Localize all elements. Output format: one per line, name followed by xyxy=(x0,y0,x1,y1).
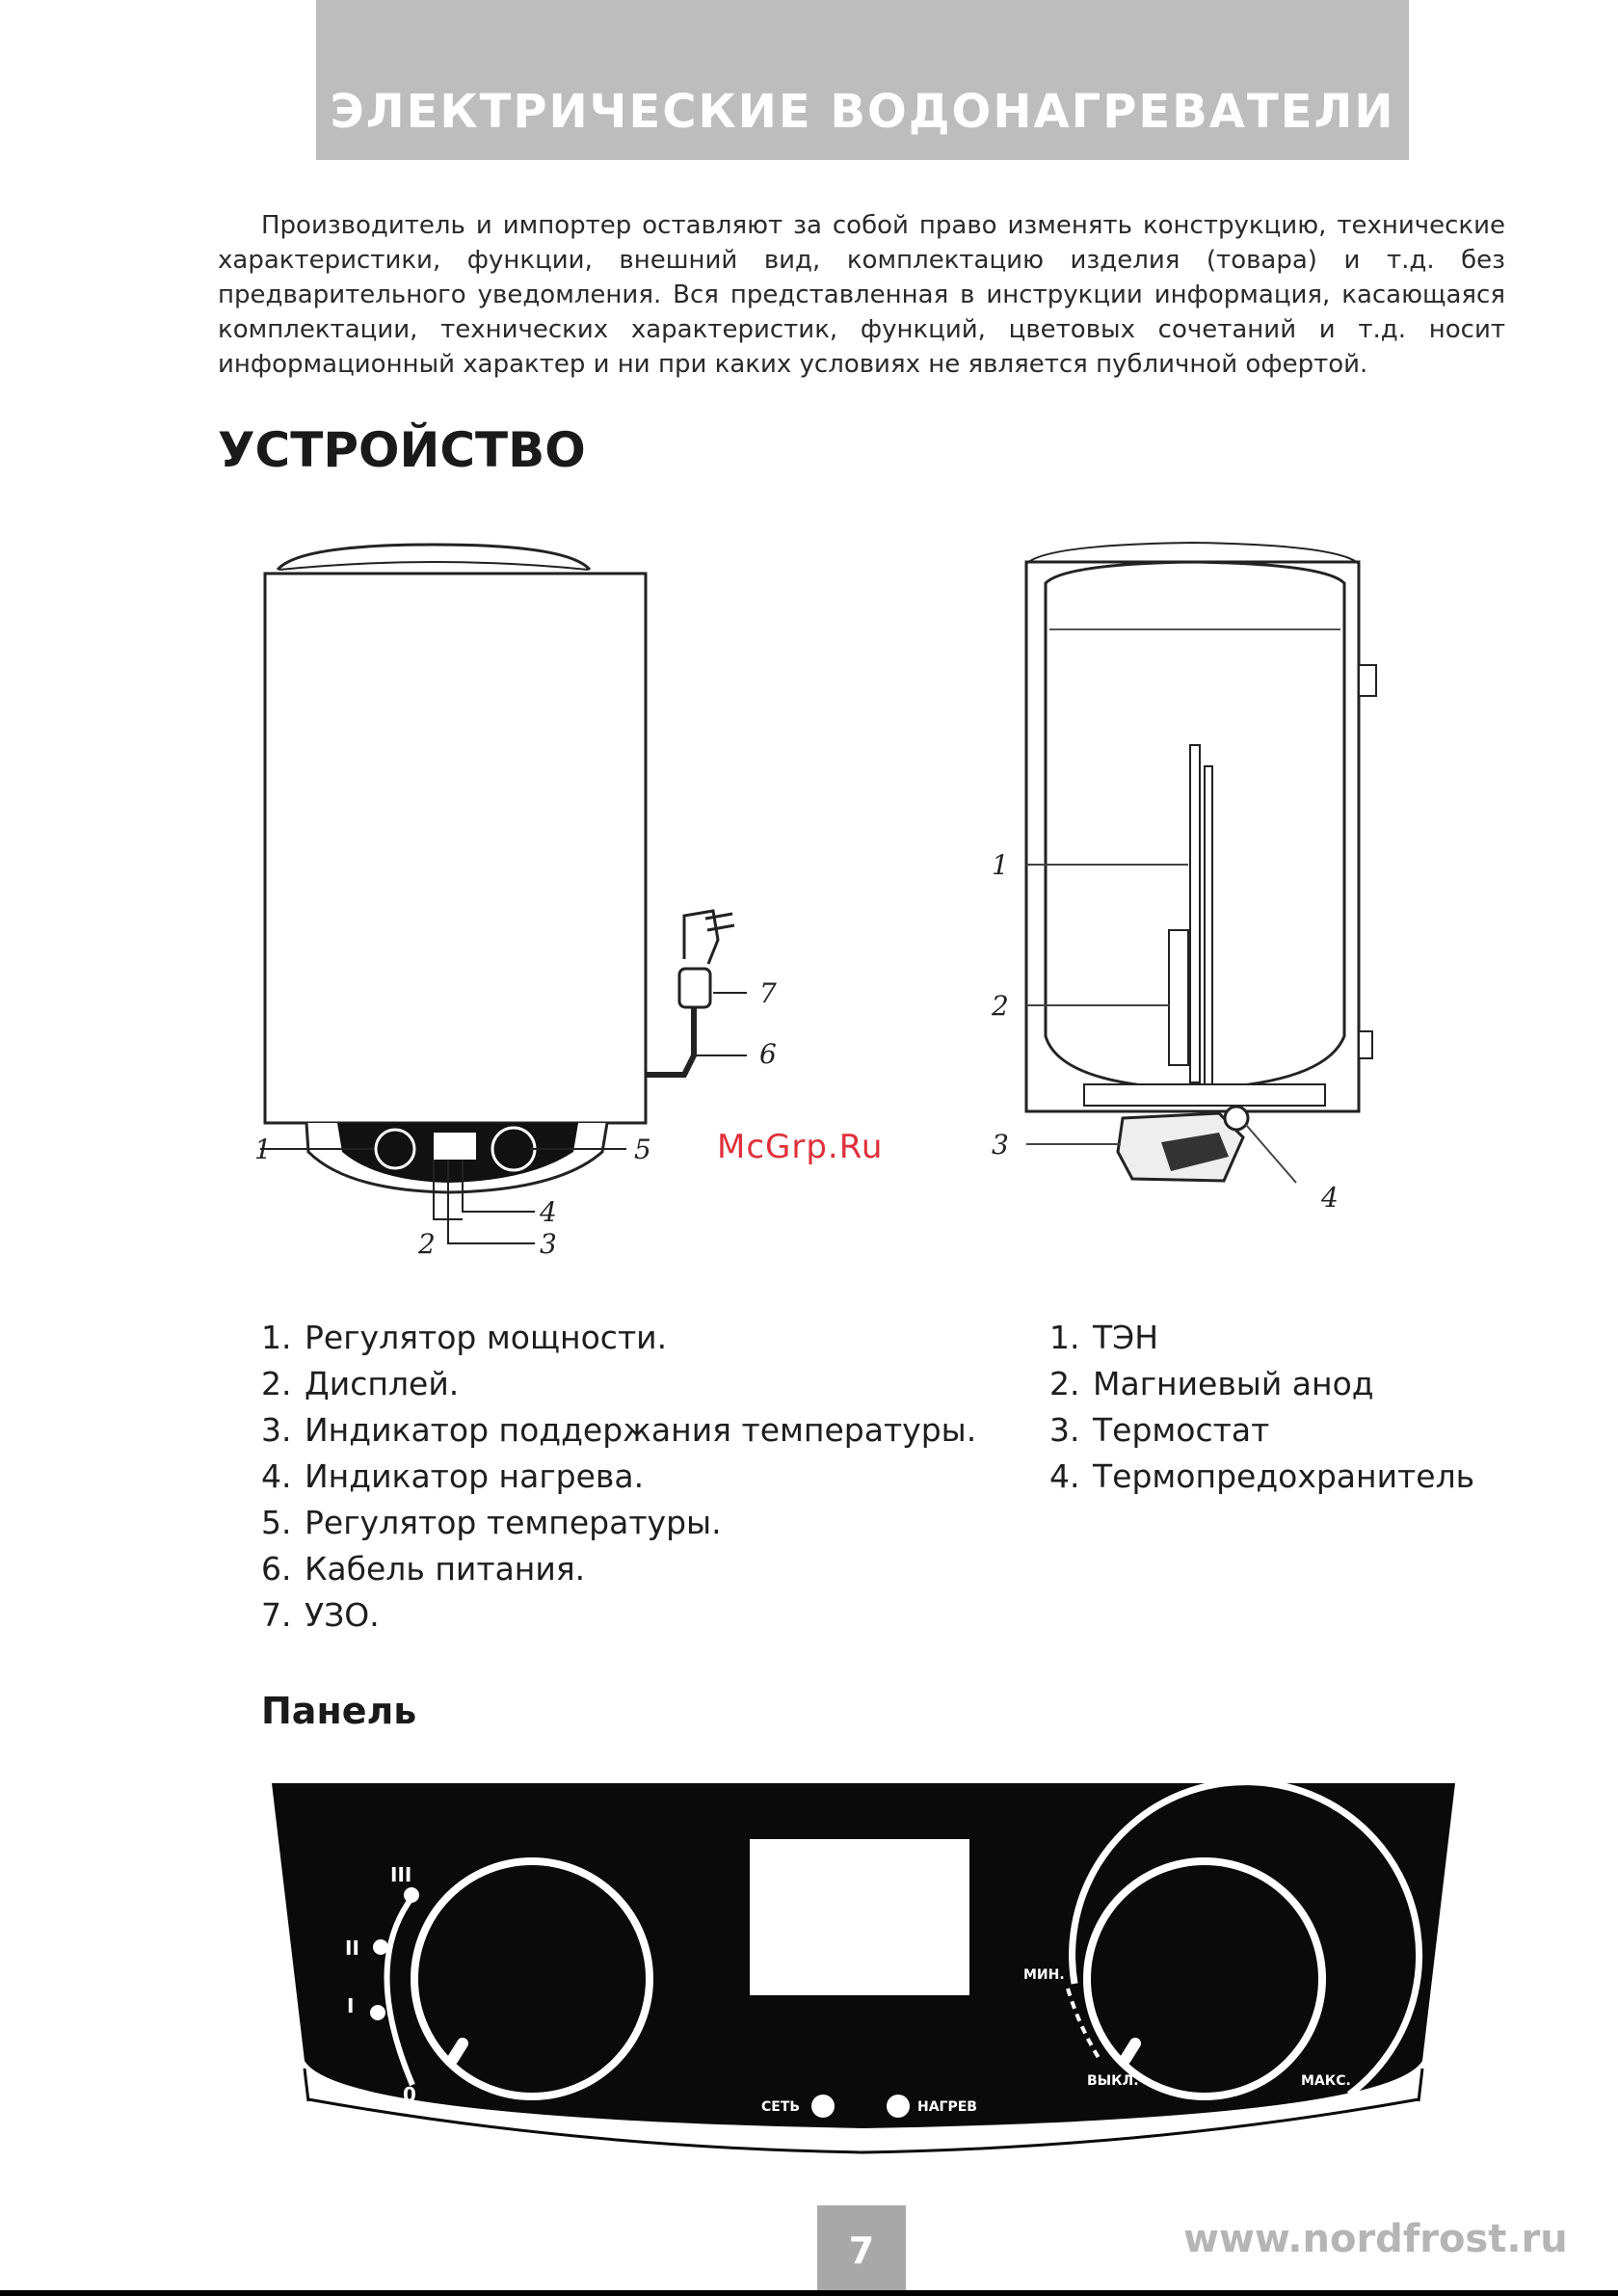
power-mark-0: 0 xyxy=(403,2083,416,2106)
bottom-rule xyxy=(0,2290,1618,2296)
callout-right-2: 2 xyxy=(992,990,1009,1022)
control-panel-figure xyxy=(270,1781,1457,2186)
power-mark-III-dot xyxy=(404,1887,419,1903)
section-title: УСТРОЙСТВО xyxy=(218,422,586,478)
list-item: 4. Термопредохранитель xyxy=(1049,1457,1475,1495)
power-mark-II-dot xyxy=(373,1939,388,1955)
site-url: www.nordfrost.ru xyxy=(1183,2217,1568,2261)
callout-left-1: 1 xyxy=(254,1134,272,1165)
power-mark-I-dot xyxy=(370,2005,385,2020)
list-item: 1. Регулятор мощности. xyxy=(261,1319,668,1356)
list-item: 2. Дисплей. xyxy=(261,1365,460,1402)
list-item: 3. Термостат xyxy=(1049,1411,1270,1449)
legend-left xyxy=(261,1315,976,1639)
callout-right-3: 3 xyxy=(992,1129,1009,1161)
callout-left-3: 3 xyxy=(540,1228,557,1260)
power-mark-III: III xyxy=(390,1863,412,1886)
callout-left-2: 2 xyxy=(418,1228,436,1260)
callout-left-4: 4 xyxy=(540,1196,557,1228)
callout-left-5: 5 xyxy=(634,1134,651,1165)
page-number: 7 xyxy=(817,2205,906,2296)
callout-left-6: 6 xyxy=(759,1038,777,1070)
temp-max-label: МАКС. xyxy=(1301,2073,1351,2089)
display-window xyxy=(750,1839,969,1995)
page-header-title: ЭЛЕКТРИЧЕСКИЕ ВОДОНАГРЕВАТЕЛИ xyxy=(330,85,1395,139)
indicator-heating-led xyxy=(887,2095,910,2118)
list-item: 4. Индикатор нагрева. xyxy=(261,1457,645,1495)
indicator-network-led xyxy=(811,2095,835,2118)
list-item: 7. УЗО. xyxy=(261,1596,380,1634)
temp-min-label: МИН. xyxy=(1023,1967,1065,1983)
list-item: 2. Магниевый анод xyxy=(1049,1365,1374,1402)
watermark-text: McGrp.Ru xyxy=(717,1128,884,1166)
indicator-heating-label: НАГРЕВ xyxy=(917,2099,977,2115)
intro-paragraph xyxy=(218,208,1505,382)
panel-title: Панель xyxy=(261,1690,417,1732)
indicator-network-label: СЕТЬ xyxy=(761,2099,801,2115)
temp-off-label: ВЫКЛ. xyxy=(1087,2073,1139,2089)
heater-cutaway-figure xyxy=(978,535,1421,1229)
list-item: 1. ТЭН xyxy=(1049,1319,1159,1356)
power-mark-I: I xyxy=(347,1994,355,2017)
list-item: 3. Индикатор поддержания температуры. xyxy=(261,1411,977,1449)
legend-right xyxy=(1049,1315,1474,1500)
power-mark-II: II xyxy=(345,1936,359,1960)
callout-left-7: 7 xyxy=(759,977,777,1009)
list-item: 5. Регулятор температуры. xyxy=(261,1504,722,1541)
list-item: 6. Кабель питания. xyxy=(261,1550,586,1588)
intro-text: Производитель и импортер оставляют за собой право изменять конструкцию, технические характеристики, функции, внешний вид, комплектацию изделия (товара) и т.д. без предварительного уведомления. Вся представленная в инструкции информация, касающаяся комплектации, технических характеристик, функций, цветовых сочетаний и т.д. носит информационный характер и ни при каких условиях не является публичной офертой. xyxy=(218,211,1505,379)
callout-right-4: 4 xyxy=(1321,1182,1339,1214)
header-band xyxy=(316,0,1409,160)
callout-right-1: 1 xyxy=(992,849,1009,881)
